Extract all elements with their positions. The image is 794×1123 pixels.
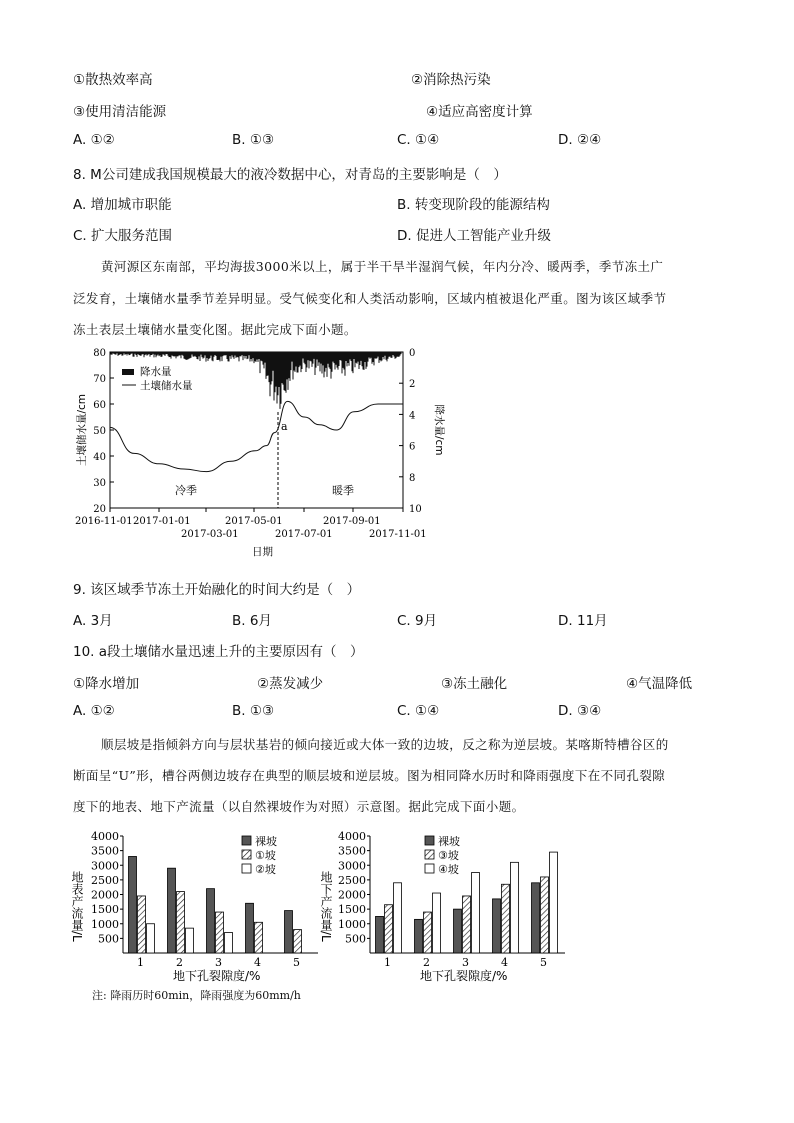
passage1-line1: 黄河源区东南部，平均海拔3000米以上，属于半干旱半湿润气候，年内分冷、暖两季，季节冻土广 (101, 259, 664, 274)
bar (186, 928, 194, 953)
q8-answer-c: C. 扩大服务范围 (73, 228, 173, 244)
left-tick-label: 60 (93, 400, 106, 411)
x-tick-label: 1 (384, 956, 391, 969)
q7-option-2: ②消除热污染 (411, 72, 491, 88)
legend-label: 裸坡 (255, 835, 277, 848)
x-tick-label: 2 (423, 956, 430, 969)
legend-label: 裸坡 (438, 835, 460, 848)
y-tick-label: 2000 (338, 888, 366, 902)
q9-stem: 9. 该区域季节冻土开始融化的时间大约是（ ） (73, 582, 361, 598)
q7-answer-d: D. ②④ (558, 132, 602, 148)
legend-label: ③坡 (438, 849, 459, 862)
bar (424, 912, 432, 953)
y-tick-label: 2000 (91, 888, 119, 902)
legend-precip-swatch (122, 369, 134, 375)
y-tick-label: 500 (98, 932, 119, 946)
x-tick-2017-07: 2017-07-01 (275, 529, 333, 540)
right-axis-ticks (399, 348, 422, 515)
x-tick-label: 4 (501, 956, 508, 969)
legend-soil-label: 土壤储水量 (140, 380, 193, 392)
q7-answer-b: B. ①③ (232, 132, 275, 148)
q10-option-3: ③冻土融化 (441, 676, 508, 692)
q9-answer-b: B. 6月 (232, 613, 272, 629)
subsurface-runoff-chart (338, 830, 565, 969)
subsurface-axis-title (319, 870, 333, 942)
q8-answer-b: B. 转变现阶段的能源结构 (397, 197, 550, 213)
passage2-line1: 顺层坡是指倾斜方向与层状基岩的倾向接近或大体一致的边坡，反之称为逆层坡。某喀斯特槽谷区的 (101, 737, 669, 752)
q8-stem: 8. M公司建成我国规模最大的液冷数据中心，对青岛的主要影响是（ ） (73, 167, 507, 183)
legend-swatch (242, 836, 251, 845)
right-tick-label: 8 (409, 472, 416, 484)
bar (454, 909, 462, 953)
q10-answer-d: D. ③④ (558, 703, 602, 719)
legend-swatch (425, 850, 434, 859)
legend-label: ④坡 (438, 863, 459, 876)
left-axis-title: 土壤储水量/cm (76, 393, 88, 467)
cold-season-label: 冷季 (175, 484, 197, 497)
y-tick-label: 3000 (91, 859, 119, 873)
y-tick-label: 3500 (338, 844, 366, 858)
y-tick-label: 3000 (338, 859, 366, 873)
runoff-bar-charts (70, 826, 590, 992)
left-tick-label: 50 (93, 426, 106, 437)
bar (129, 856, 137, 953)
bar (294, 930, 302, 953)
passage1-line3: 冻土表层土壤储水量变化图。据此完成下面小题。 (73, 322, 357, 337)
bar (285, 911, 293, 953)
x-tick-label: 3 (462, 956, 469, 969)
x-tick-label: 5 (540, 956, 547, 969)
surface-axis-title (70, 870, 84, 942)
surface-axis-title-text: 地表产流量/L (70, 871, 84, 942)
bar (472, 873, 480, 953)
y-tick-label: 1500 (338, 903, 366, 917)
right-axis-title: 降水量/cm (433, 404, 445, 456)
passage1-line2: 泛发育，土壤储水量季节差异明显。受气候变化和人类活动影响，区域内植被退化严重。图为该区域季节 (73, 291, 667, 306)
left-tick-label: 30 (93, 478, 106, 489)
x-tick-label: 2 (176, 956, 183, 969)
x-tick-label: 1 (137, 956, 144, 969)
bar (433, 893, 441, 953)
surface-runoff-chart (91, 830, 318, 969)
soil-water-chart (60, 342, 450, 564)
legend-precip-label: 降水量 (140, 366, 172, 378)
warm-season-label: 暖季 (332, 484, 354, 497)
q10-answer-c: C. ①④ (397, 703, 440, 719)
q9-answer-c: C. 9月 (397, 613, 438, 629)
legend-swatch (425, 864, 434, 873)
q7-answer-a: A. ①② (73, 132, 115, 148)
x-tick-2017-03: 2017-03-01 (181, 529, 239, 540)
q9-answer-a: A. 3月 (73, 613, 113, 629)
bar (415, 919, 423, 953)
bar (376, 916, 384, 953)
y-tick-label: 3500 (91, 844, 119, 858)
bar (511, 862, 519, 953)
x-tick-label: 4 (254, 956, 261, 969)
right-tick-label: 10 (409, 504, 422, 515)
q9-answer-d: D. 11月 (558, 613, 608, 629)
y-tick-label: 1000 (338, 917, 366, 931)
q8-answer-a: A. 增加城市职能 (73, 197, 172, 213)
left-tick-label: 20 (93, 504, 106, 515)
x-tick-2017-09: 2017-09-01 (323, 516, 381, 527)
bar (225, 933, 233, 953)
y-tick-label: 1000 (91, 917, 119, 931)
x-tick-2017-01: 2017-01-01 (133, 516, 191, 527)
bar (550, 852, 558, 953)
q7-option-3: ③使用清洁能源 (73, 104, 167, 120)
bar (502, 884, 510, 953)
bar (532, 883, 540, 953)
figure-note: 注: 降雨历时60min，降雨强度为60mm/h (92, 989, 301, 1002)
legend-swatch (425, 836, 434, 845)
q7-option-4: ④适应高密度计算 (426, 104, 533, 120)
q10-answer-a: A. ①② (73, 703, 115, 719)
subsurface-x-title: 地下孔裂隙度/% (420, 969, 508, 983)
legend-label: ②坡 (255, 863, 276, 876)
legend-swatch (242, 864, 251, 873)
y-tick-label: 500 (345, 932, 366, 946)
left-tick-label: 80 (93, 348, 106, 359)
y-tick-label: 4000 (338, 830, 366, 843)
y-tick-label: 1500 (91, 903, 119, 917)
soil-water-line (110, 401, 403, 471)
bar (541, 877, 549, 953)
bar (216, 912, 224, 953)
legend-swatch (242, 850, 251, 859)
bar (246, 903, 254, 953)
right-tick-label: 4 (409, 410, 416, 422)
bar (147, 924, 155, 953)
left-tick-label: 40 (93, 452, 106, 463)
bar (493, 899, 501, 953)
q7-answer-c: C. ①④ (397, 132, 440, 148)
bar (138, 896, 146, 953)
bar (168, 868, 176, 953)
left-tick-label: 70 (93, 374, 106, 385)
passage2-line3: 度下的地表、地下产流量（以自然裸坡作为对照）示意图。据此完成下面小题。 (73, 799, 525, 814)
x-tick-label: 5 (293, 956, 300, 969)
passage2-line2: 断面呈“U”形，槽谷两侧边坡存在典型的顺层坡和逆层坡。图为相同降水历时和降雨强度下在不同孔裂隙 (73, 768, 666, 783)
right-tick-label: 2 (409, 379, 416, 391)
x-axis-title: 日期 (252, 546, 273, 558)
q10-option-2: ②蒸发减少 (257, 676, 324, 692)
bar (207, 889, 215, 953)
bar (385, 905, 393, 953)
q8-answer-d: D. 促进人工智能产业升级 (397, 228, 551, 244)
bar (394, 883, 402, 953)
y-tick-label: 4000 (91, 830, 119, 843)
q10-answer-b: B. ①③ (232, 703, 275, 719)
y-tick-label: 2500 (338, 873, 366, 887)
q10-option-4: ④气温降低 (626, 676, 693, 692)
bar (177, 892, 185, 953)
q10-option-1: ①降水增加 (73, 676, 140, 692)
bar (255, 922, 263, 953)
legend-label: ①坡 (255, 849, 276, 862)
x-tick-2017-11: 2017-11-01 (369, 529, 427, 540)
segment-a-label: a (281, 420, 288, 433)
q7-option-1: ①散热效率高 (73, 72, 153, 88)
y-tick-label: 2500 (91, 873, 119, 887)
x-tick-label: 3 (215, 956, 222, 969)
subsurface-axis-title-text: 地下产流量/L (319, 871, 333, 942)
left-axis-ticks (93, 348, 114, 515)
surface-x-title: 地下孔裂隙度/% (173, 969, 261, 983)
x-tick-2016-11: 2016-11-01 (75, 516, 133, 527)
right-tick-label: 0 (409, 348, 416, 359)
right-tick-label: 6 (409, 441, 416, 453)
x-tick-2017-05: 2017-05-01 (225, 516, 283, 527)
q10-stem: 10. a段土壤储水量迅速上升的主要原因有（ ） (73, 644, 364, 660)
bar (463, 896, 471, 953)
